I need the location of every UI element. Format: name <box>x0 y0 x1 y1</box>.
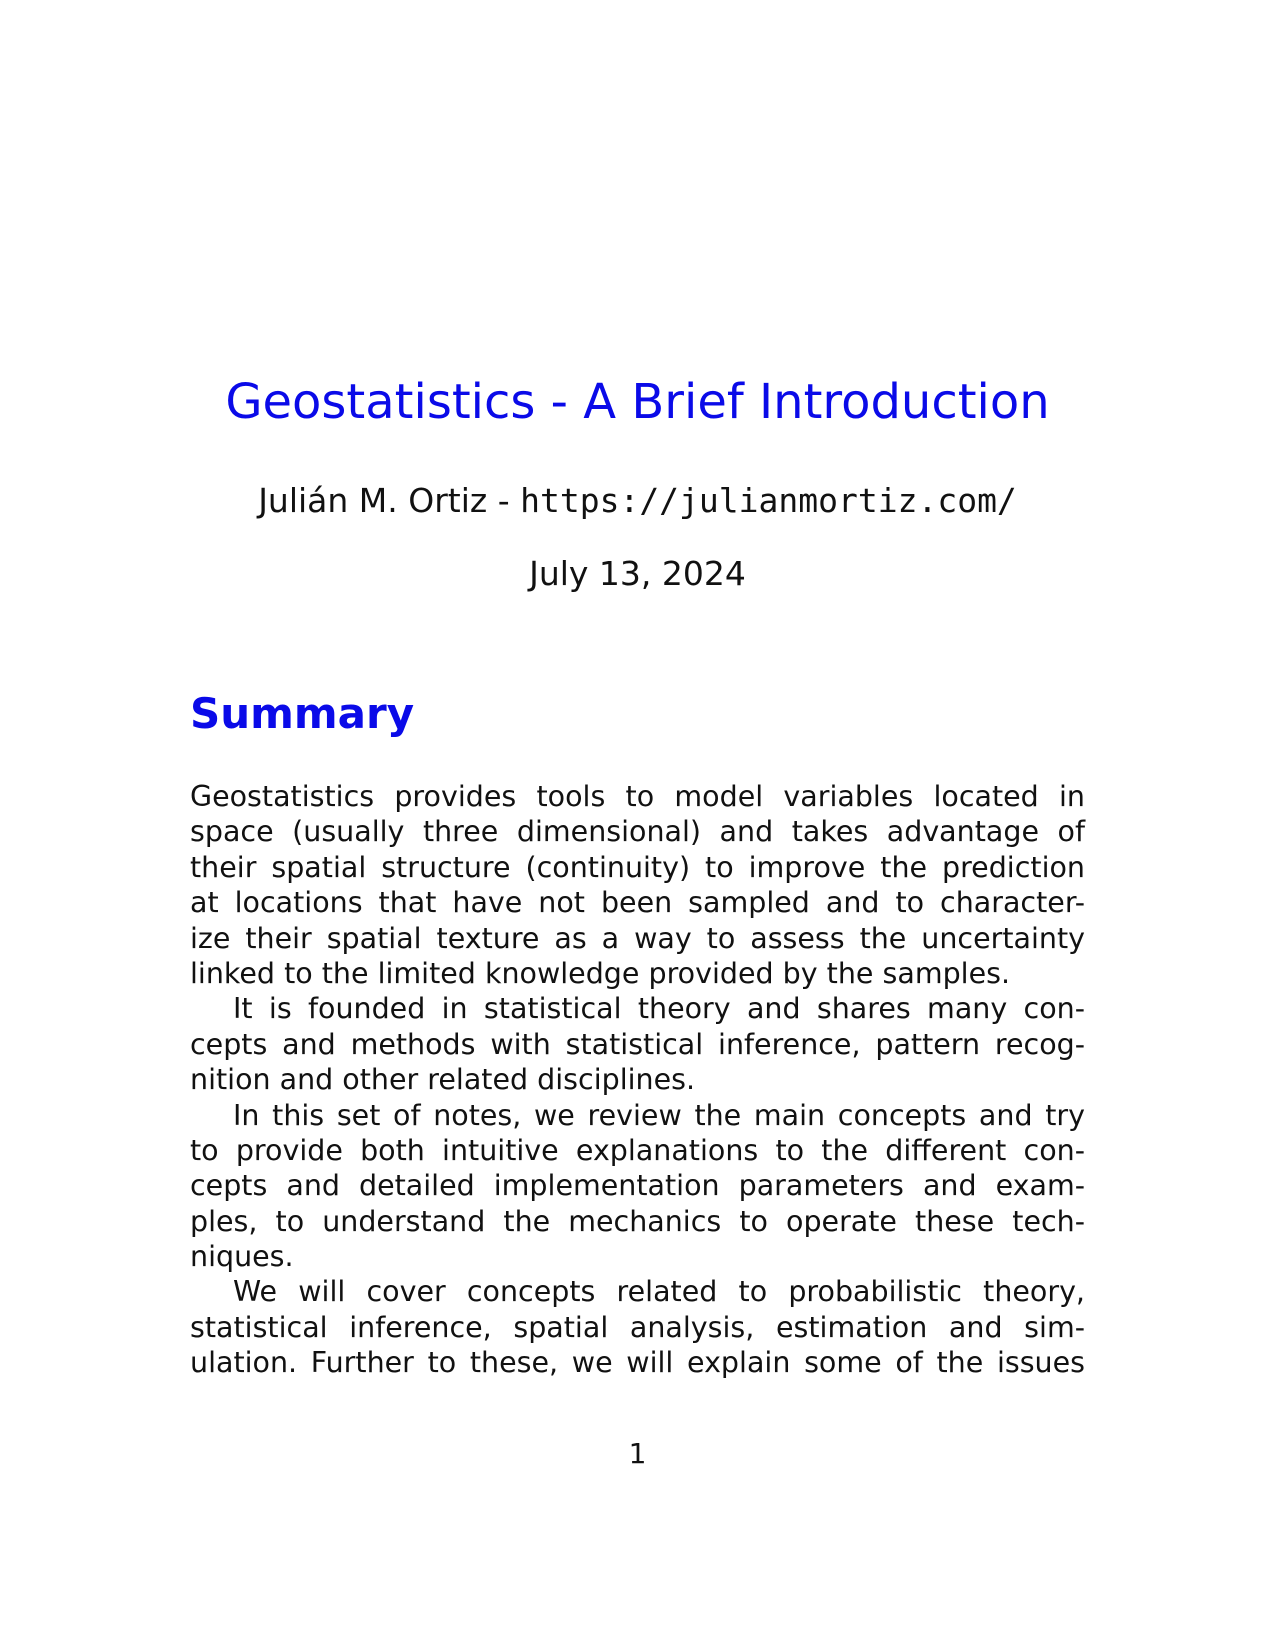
text-line: ulation. Further to these, we will explain some of the issues <box>190 1346 1085 1380</box>
text-line: We will cover concepts related to probabilistic theory, <box>233 1275 1085 1309</box>
text-line: cepts and detailed implementation parameters and exam- <box>190 1169 1085 1203</box>
text-line: their spatial structure (continuity) to improve the prediction <box>190 850 1085 884</box>
text-line: It is founded in statistical theory and shares many con- <box>233 992 1085 1026</box>
author-line <box>0 480 1275 522</box>
author-url-link[interactable]: https://julianmortiz.com/ <box>520 481 1017 520</box>
text-line: niques. <box>190 1240 294 1274</box>
text-line: space (usually three dimensional) and takes advantage of <box>190 815 1085 849</box>
text-line: ize their spatial texture as a way to assess the uncertainty <box>190 921 1085 955</box>
text-line: linked to the limited knowledge provided by the samples. <box>190 956 1011 990</box>
text-line: statistical inference, spatial analysis, estimation and sim- <box>190 1310 1085 1344</box>
summary-body <box>190 779 1085 1381</box>
text-line: Geostatistics provides tools to model variables located in <box>190 780 1085 813</box>
text-line: In this set of notes, we review the main concepts and try <box>233 1098 1085 1132</box>
page-number: 1 <box>628 1437 647 1470</box>
document-date: July 13, 2024 <box>529 554 746 593</box>
document-title: Geostatistics - A Brief Introduction <box>225 374 1050 430</box>
author-name: Julián M. Ortiz - <box>258 481 521 520</box>
text-line: to provide both intuitive explanations to the different con- <box>190 1133 1085 1167</box>
text-line: nition and other related disciplines. <box>190 1063 696 1097</box>
section-heading-summary: Summary <box>190 689 415 738</box>
text-line: ples, to understand the mechanics to operate these tech- <box>190 1204 1085 1238</box>
text-line: cepts and methods with statistical inference, pattern recog- <box>190 1027 1085 1061</box>
text-line: at locations that have not been sampled and to character- <box>190 886 1085 920</box>
